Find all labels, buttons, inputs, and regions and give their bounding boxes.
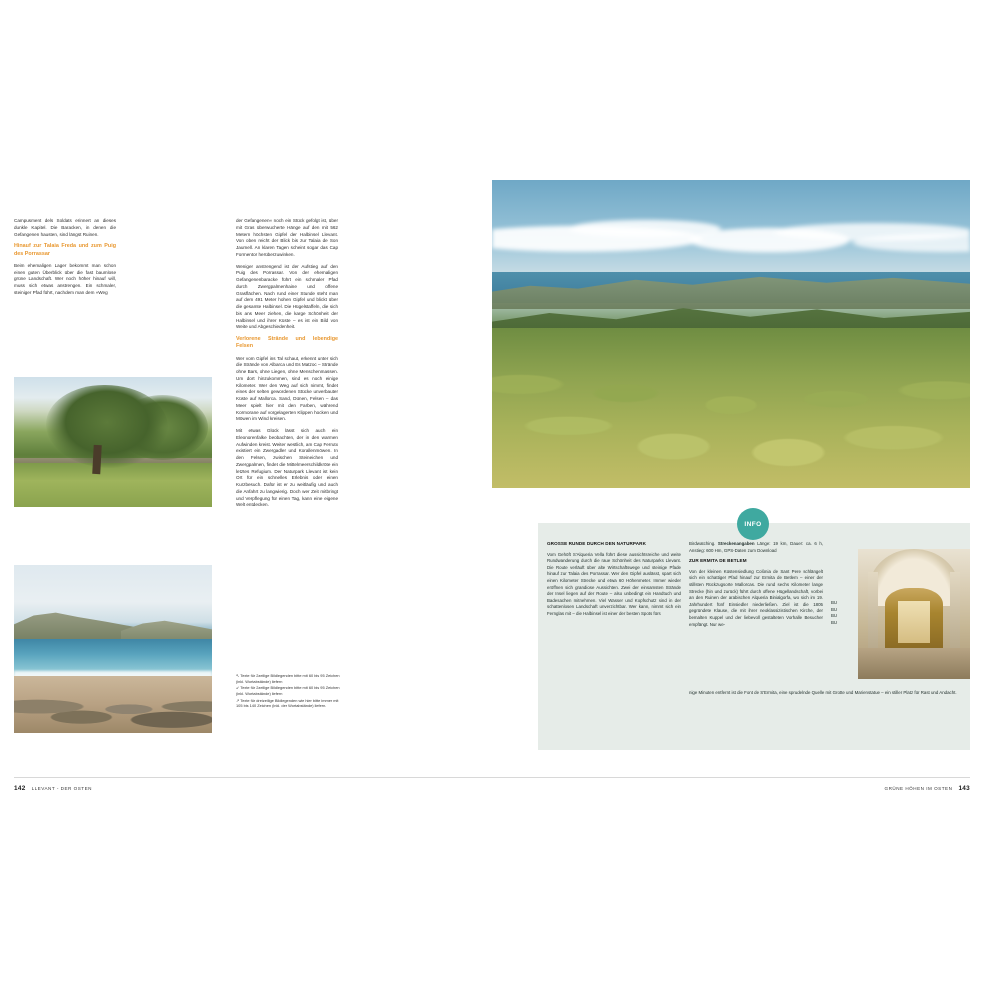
left-col2-heading: Verlorene Strände und lebendige Felsen xyxy=(236,336,338,350)
info-column-1 xyxy=(547,541,681,622)
caption-note-1: ↖ Texte für 2zeilige Bildlegenden bitte mit 60 bis 95 Zeichen (inkl. Wortabstände) liefern xyxy=(236,673,340,684)
caption-note-2: ↙ Texte für 2zeilige Bildlegenden bitte mit 60 bis 95 Zeichen (inkl. Wortabstände) liefern xyxy=(236,685,340,696)
caption-note-3: ↗ Texte für dreizeilige Bildlegenden wie hier bitte immer mit 105 bis 140 Zeichen (inkl. der Wortabstände) liefern. xyxy=(236,697,339,709)
info-col1-body: Vom Gehöft S'Alqueria Vella führt diese aussichtsreiche und weite Rundwanderung durch die raue Schönheit des Naturparks Llevant. Die Route verläuft über alte Wirtschaftswege und steinige Pfade hinauf zur Talaia des Porrassar. Wer den Gipfel auslässt, spart sich einen Kilometer Strecke und etwa 60 Höhenmeter. Immer wieder eröffnen sich grandiose Aussichten. Zwei der einsamsten Strände der Insel liegen auf der Route – also unbedingt ein Handtuch und Badesachen mitnehmen. Viel Wasser und Kopfschutz sind in der schattenlosen Landschaft unverzichtbar. Wer kann, nimmt sich ein Fernglas mit – die Halbinsel ist einer der besten Spots fürs xyxy=(547,551,681,616)
folio-left xyxy=(14,785,92,792)
folio-right-caption: GRÜNE HÖHEN IM OSTEN xyxy=(884,786,953,791)
church-interior-photo xyxy=(858,549,970,679)
left-column-2 xyxy=(236,218,338,514)
panorama-grass-tufts xyxy=(492,340,970,488)
info-col3-body: nige Minuten entfernt ist die Font de S'Ermita, eine sprudelnde Quelle mit Grotte und Marienstatue – ein stiller Platz für Rast und Andacht. xyxy=(689,690,957,695)
left-column-1 xyxy=(14,218,116,302)
info-col2-body: Von der kleinen Küstensiedlung Colònia de Sant Pere schlängelt sich ein schattiger Pfad hinauf zur Ermita de Betlem – einer der stillsten Rückzugsorte Mallorcas. Die rund sechs Kilometer lange Strecke (hin und zurück) führt durch offene Hügellandschaft, vorbei an den Ruinen der arabischen Alqueria Binialgorfa, wo sich im 19. Jahrhundert fünf Einsiedler niederließen. Ziel ist die 1805 gegründete Klause, die mit ihrer neoklassizistischen Kirche, der bemalten Kuppel und der liebevoll gestalteten Vorhalle Besucher empfängt. Nur we- xyxy=(689,568,823,627)
info-badge: INFO xyxy=(737,508,769,540)
church-floor xyxy=(858,648,970,679)
info-column-3 xyxy=(689,690,966,701)
left-col1-heading: Hinauf zur Talaia Freda und zum Puig des Porrassar xyxy=(14,243,116,257)
left-col2-para-2: Weniger anstrengend ist der Aufstieg auf den Puig des Porrassar. Von der ehemaligen Gefangenenbaracke führt ein schmaler Pfad durch Zwergpalmenhaine und offene Grasflächen. Nach rund einer Stunde steht man auf dem 491 Meter hohen Gipfel und blickt über die gesamte Halbinsel. Die Hügelstaffeln, die sich bis ans Meer ziehen, die karge Schönheit der Halbinsel und ihrer Küste – es ist ein Bild von Weite und Abgeschiedenheit. xyxy=(236,263,338,330)
info-col2-body-top xyxy=(689,541,823,554)
beach-rocks xyxy=(14,689,212,733)
church-column-right xyxy=(950,572,960,650)
meadow-photo xyxy=(14,377,212,507)
bu-line-3: BU xyxy=(831,613,838,619)
panorama-clouds xyxy=(492,198,970,266)
info-col2-stats-label: Streckenangaben xyxy=(717,541,755,546)
footer-rule-left xyxy=(14,777,484,778)
info-col2-birdwatching: Birdwatching. xyxy=(689,541,716,546)
bu-line-4: BU xyxy=(831,619,838,625)
folio-left-number: 142 xyxy=(14,785,26,792)
church-column-left xyxy=(868,572,878,650)
left-col2-para-4: Mit etwas Glück lässt sich auch ein Eleonorenfalke beobachten, der in den warmen Aufwinden kreist. Weiter westlich, am Cap Ferrutx existiert ein Zwergadler und Korallenmöwen. In den Felsen, zwischen Steineichen und Zwergpalmen, findet die Mittelmeerschildkröte ein letztes Refugium. Der Naturpark Llevant ist kein Ort für ein schnelles Erlebnis oder einen Kurzbesuch. Dafür ist er zu weitläufig und auch die Anfahrt zu langwierig. Doch wer Zeit mitbringt und Verpflegung für einen Tag, kann eine eigene Welt entdecken. xyxy=(236,428,338,508)
caption-notes xyxy=(236,673,346,710)
left-col2-para-1: der Gefangenen« noch ein Stück gefolgt ist, über mit Gras überwucherte Hänge auf den mit 562 Metern höchsten Gipfel der Halbinsel Llevant. Von oben reicht der Blick bis zur Talaia de Son Jaumell. An klaren Tagen scheint sogar das Cap Formentor herüberzuwinken. xyxy=(236,218,338,257)
left-col1-intro: Campusment dels Soldats erinnert an dieses dunkle Kapitel. Die Baracken, in denen die Gefangenen hausten, sind längst Ruinen. xyxy=(14,218,116,237)
left-col2-para-3: Wer vom Gipfel ins Tal schaut, erkennt unter sich die Strände von Albarca und Es Matzoc – Strände ohne Bars, ohne Liegen, ohne Menschenmassen. Um dort hinzukommen, sind es noch einige Kilometer. Wer den Weg auf sich nimmt, findet eines der selten gewordenen Stücke unverbauter Küste auf Mallorca. Sand, Dünen, Felsen – das Meer spielt hier mit den Farben, während Kormorane auf vorgelagerten Klippen hocken und Möwen im Wind kreisen. xyxy=(236,355,338,422)
bu-line-2: BU xyxy=(831,606,838,612)
folio-right-number: 143 xyxy=(958,785,970,792)
folio-left-caption: LLEVANT - DER OSTEN xyxy=(31,786,92,791)
info-col2-stats: Länge: 19 km, Dauer: ca. 6 h, Anstieg: 600 Hm, GPS-Daten zum Download xyxy=(689,541,823,553)
info-col2-heading: ZUR ERMITA DE BETLEM xyxy=(689,558,747,564)
info-column-2 xyxy=(689,541,823,632)
meadow-grass xyxy=(14,463,212,507)
caption-placeholder-stack xyxy=(831,600,855,626)
footer-rule-right xyxy=(484,777,970,778)
left-col1-para-1: Beim ehemaligen Lager bekommt man schon einen guten Überblick über die fast baumlose grüne Landschaft. Wer noch höher hinauf will, muss sich etwas anstrengen. Ein schmaler, steiniger Pfad führt, nachdem man dem »Weg xyxy=(14,262,116,295)
church-altar-panel xyxy=(898,601,929,643)
beach-photo xyxy=(14,565,212,733)
panorama-photo xyxy=(492,180,970,488)
info-col1-heading: GROSSE RUNDE DURCH DEN NATURPARK xyxy=(547,541,646,546)
folio-right xyxy=(885,785,971,792)
bu-line-1: BU xyxy=(831,600,838,605)
